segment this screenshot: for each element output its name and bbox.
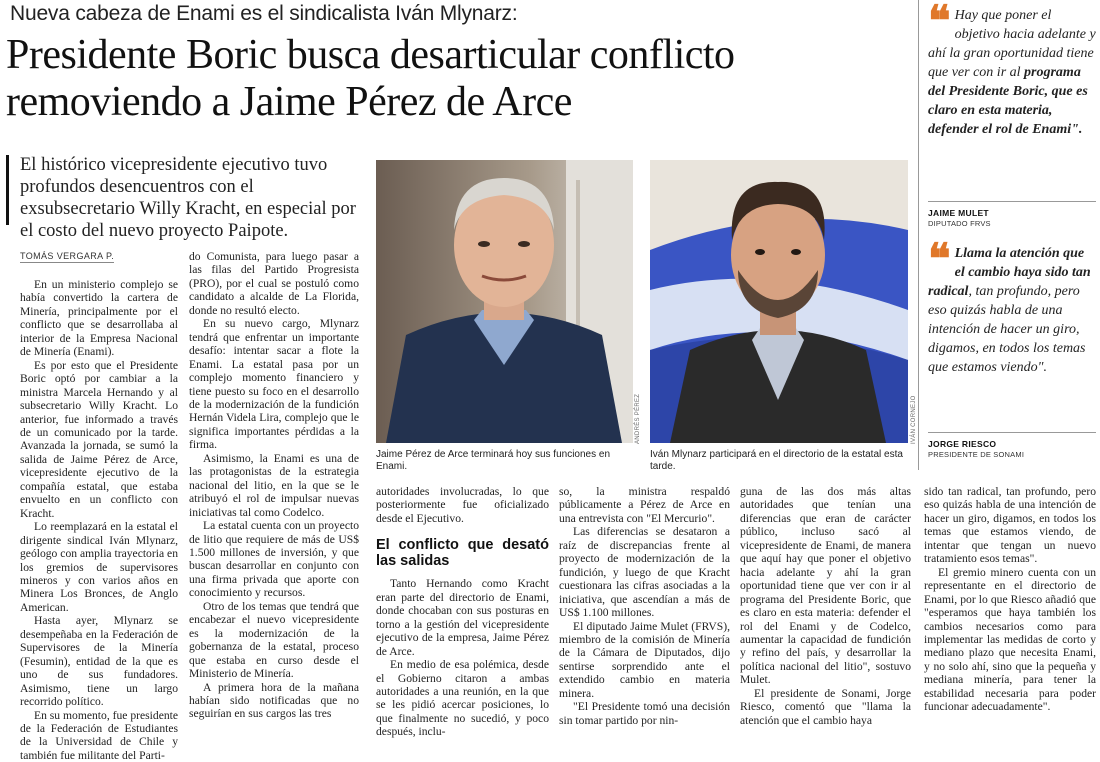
body-column-1 — [20, 278, 178, 762]
col1-paragraph: En un ministerio complejo se había convertido la cartera de Minería, principalmente por el conflicto que se desarrollaba al interior de la Empresa Nacional de Minería (Enami). — [20, 278, 178, 359]
portrait-illustration — [376, 160, 633, 443]
col4-paragraph: Las diferencias se desataron a raíz de discrepancias frente al proyecto de modernización de la fundición, y luego de que Kracht cuestionara las cifras asociadas a la iniciativa, que ascendían a más de US$ 1.100 millones. — [559, 525, 730, 619]
lead-bar — [6, 155, 9, 225]
quote-text — [928, 6, 1096, 139]
article-kicker: Nueva cabeza de Enami es el sindicalista Iván Mlynarz: — [10, 2, 517, 26]
col2-paragraph: Asimismo, la Enami es una de las protagonistas de la estrategia nacional del litio, en la que se le atribuyó el rol de impulsar nuevas iniciativas tal como Codelco. — [189, 452, 359, 519]
body-column-4 — [559, 485, 730, 727]
quote-author-role: PRESIDENTE DE SONAMI — [928, 450, 1024, 459]
byline: TOMÁS VERGARA P. — [20, 251, 114, 263]
quote-text-bold: Llama la atención que el cambio haya sido tan radical — [928, 246, 1091, 299]
subhead: El conflicto que desató las salidas — [376, 537, 549, 569]
quote-block-riesco — [928, 244, 1096, 377]
quote-text — [928, 244, 1096, 377]
col1-paragraph: Lo reemplazará en la estatal el dirigente sindical Iván Mlynarz, geólogo con amplia trayectoria en los gremios de supervisores mineros y con varios años en Minera Los Bronces, de Anglo American. — [20, 520, 178, 614]
quote-block-mulet — [928, 6, 1096, 139]
col2-paragraph: A primera hora de la mañana habían sido notificadas que no seguirían en sus cargos las tres — [189, 681, 359, 721]
col2-paragraph: Otro de los temas que tendrá que encabezar el nuevo vicepresidente es la modernización de la gobernanza de la estatal, proceso que estaba en curso desde el Ministerio de Minería. — [189, 600, 359, 681]
col3-paragraph: Tanto Hernando como Kracht eran parte del directorio de Enami, donde chocaban con sus posturas en torno a la gestión del vicepresidente ejecutivo de la empresa, Jaime Pérez de Arce. — [376, 577, 549, 658]
col4-paragraph: so, la ministra respaldó públicamente a Pérez de Arce en una entrevista con "El Mercurio". — [559, 485, 730, 525]
col4-paragraph: El diputado Jaime Mulet (FRVS), miembro de la comisión de Minería de la Cámara de Diputados, dijo sentirse sorprendido ante el extendido cambio en materia minera. — [559, 620, 730, 701]
article-lead: El histórico vicepresidente ejecutivo tuvo profundos desencuentros con el exsubsecretario Willy Kracht, en especial por el costo del nuevo proyecto Paipote. — [20, 154, 370, 242]
col5-paragraph: El presidente de Sonami, Jorge Riesco, comentó que "llama la atención que el cambio haya — [740, 687, 911, 727]
body-column-2 — [189, 250, 359, 721]
quote-author-role: DIPUTADO FRVS — [928, 219, 991, 228]
sidebar-divider — [918, 0, 919, 470]
col1-paragraph: En su momento, fue presidente de la Federación de Estudiantes de la Universidad de Chile y también fue militante del Parti- — [20, 709, 178, 762]
body-column-6 — [924, 485, 1096, 714]
body-column-3 — [376, 485, 549, 739]
col6-paragraph: El gremio minero cuenta con un representante en el directorio de Enami, por lo que Riesco añadió que "esperamos que haya también los cambios necesarios como para implementar las medidas de corto y mediano plazo que necesita Enami, y no solo ahí, sino que la pequeña y mediana minería, para tener la estabilidad necesaria para poder funcionar adecuadamente". — [924, 566, 1096, 714]
col2-paragraph: do Comunista, para luego pasar a las filas del Partido Progresista (PRO), por el cual se postuló como candidato a alcalde de La Florida, donde no resultó electo. — [189, 250, 359, 317]
quote-text-plain: Hay que poner el objetivo hacia adelante y ahí la gran oportunidad tiene que ver con ir al — [928, 8, 1096, 80]
body-column-5 — [740, 485, 911, 727]
quote-text-bold: programa del Presidente Boric, que es claro en esta materia, defender el rol de Enami". — [928, 65, 1088, 137]
quote-author-name: JAIME MULET — [928, 208, 989, 218]
quote-text-plain: , tan profundo, pero eso quizás habla de una intención de hacer un giro, digamos, en todos los temas que estamos viendo". — [928, 284, 1086, 375]
col1-paragraph: Es por esto que el Presidente Boric optó por cambiar a la ministra Marcela Hernando y al subsecretario Willy Kracht. Lo anterior, fue informado a través de un comunicado por la tarde. Avanzada la jornada, se sumó la salida de Jaime Pérez de Arce, vicepresidente ejecutivo de la compañía estatal, que estaba envuelto en un conflicto con Kracht. — [20, 359, 178, 520]
quote-rule — [928, 432, 1096, 433]
headline-line-1: Presidente Boric busca desarticular conflicto — [6, 32, 906, 79]
photo-caption: Iván Mlynarz participará en el directorio de la estatal esta tarde. — [650, 449, 912, 473]
quote-author-name: JORGE RIESCO — [928, 439, 996, 449]
headline-line-2: removiendo a Jaime Pérez de Arce — [6, 79, 906, 126]
col3-paragraph: En medio de esa polémica, desde el Gobierno citaron a ambas autoridades a una reunión, en la que se les pidió acercar posiciones, lo que finalmente no sucedió, y poco después, inclu- — [376, 658, 549, 739]
portrait-illustration — [650, 160, 908, 443]
photo-credit: ANDRÉS PÉREZ — [635, 394, 641, 444]
col2-paragraph: En su nuevo cargo, Mlynarz tendrá que enfrentar un importante desafío: intentar sacar a flote la Enami. La estatal pasa por un complejo momento financiero y tiene puesto su foco en el desarrollo de la modernización de la fundición Hernán Videla Lira, complejo que le significa importantes pérdidas a la firma. — [189, 317, 359, 452]
photo-caption: Jaime Pérez de Arce terminará hoy sus funciones en Enami. — [376, 449, 641, 473]
quote-rule — [928, 201, 1096, 202]
photo-ivan-mlynarz — [650, 160, 908, 443]
col2-paragraph: La estatal cuenta con un proyecto de litio que requiere de más de US$ 1.500 millones de inversión, y que buscan desarrollar en conjunto con una firma privada que aporte con conocimiento y recursos. — [189, 519, 359, 600]
article-headline — [6, 32, 906, 126]
photo-jaime-perez-de-arce — [376, 160, 633, 443]
col4-paragraph: "El Presidente tomó una decisión sin tomar partido por nin- — [559, 700, 730, 727]
col3-intro: autoridades involucradas, lo que posteriormente fue oficializado desde el Ejecutivo. — [376, 485, 549, 525]
photo-credit: IVÁN CORNEJO — [911, 395, 917, 444]
col1-paragraph: Hasta ayer, Mlynarz se desempeñaba en la Federación de Supervisores de la Minería (Fesumin), entidad de la que es uno de sus fundadores. Asimismo, tiene un largo recorrido político. — [20, 614, 178, 708]
quote-mark-icon: ❝ — [928, 6, 951, 36]
quote-mark-icon: ❝ — [928, 244, 951, 274]
col6-paragraph: sido tan radical, tan profundo, pero eso quizás habla de una intención de hacer un giro, digamos, en todos los temas que estamos viendo, de intentar que tengan un nuevo tratamiento esos temas". — [924, 485, 1096, 566]
col5-paragraph: guna de las dos más altas autoridades que tenían una diferencias que eran de carácter público, incluso sacó al vicepresidente de Enami, de manera que aquí hay que poner el objetivo hacia adelante y ahí la gran oportunidad tiene que ver con ir al programa del Presidente Boric, que es claro en esta materia: defender el rol del Enami y de Codelco, aumentar la capacidad de fundición y refino del país, y desarrollar la política nacional del litio", sostuvo Mulet. — [740, 485, 911, 687]
